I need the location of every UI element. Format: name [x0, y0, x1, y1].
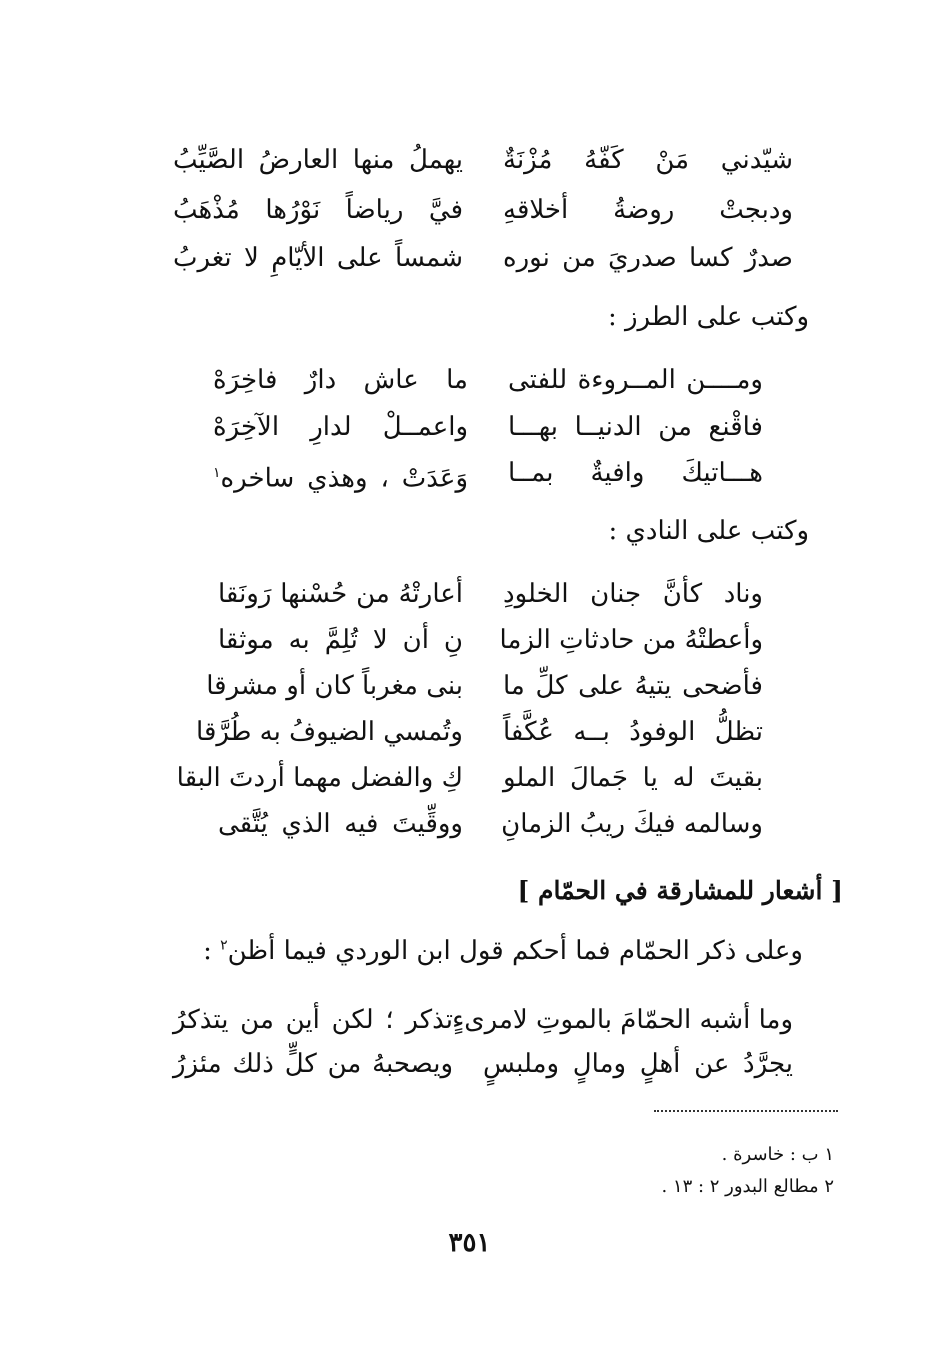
- second-hemistich: ووقِّيتَ فيه الذي يُتَّقى: [218, 809, 463, 839]
- first-hemistich: وأعطتْهُ من حادثاتِ الزما: [499, 625, 763, 655]
- verse-line: [218, 804, 763, 844]
- second-hemistich: واعمــلْ لدارِ الآخِرَهْ: [213, 412, 468, 442]
- intro-body: وعلى ذكر الحمّام فما أحكم قول ابن الوردي فيما أظن: [227, 936, 803, 966]
- footnote-separator: [654, 1110, 838, 1112]
- verse-line: [218, 574, 763, 614]
- section-heading: وكتب على النادي :: [608, 516, 809, 546]
- hemistich-text: وَعَدَتْ ، وهذي ساخره: [220, 463, 468, 494]
- second-hemistich: فيَّ رياضاً نَوْرُها مُذْهَبُ: [173, 195, 463, 225]
- first-hemistich: فأضحى يتيهُ على كلِّ ما: [503, 671, 763, 701]
- page-number: ٣٥١: [448, 1228, 491, 1258]
- verse-line: [173, 238, 793, 278]
- second-hemistich: [213, 453, 468, 493]
- first-hemistich: فاقْنع من الدنيــا بهـــا: [508, 412, 763, 442]
- footnote: ١ ب : خاسرة .: [721, 1144, 834, 1165]
- intro-text: [203, 936, 803, 966]
- second-hemistich: ما عاش دارٌ فاخِرَهْ: [213, 365, 468, 395]
- footnote-ref: ١: [213, 465, 221, 481]
- footnote: ٢ مطالع البدور ٢ : ١٣ .: [661, 1176, 834, 1197]
- second-hemistich: تذكر ؛ لكن أين من يتذكرُ: [173, 1005, 453, 1035]
- first-hemistich: تظلُّ الوفودُ بــه عُكَّفاً: [503, 717, 763, 747]
- second-hemistich: وتُمسي الضيوفُ به طُرَّقا: [196, 717, 463, 747]
- first-hemistich: يجرَّدُ عن أهلٍ ومالٍ وملبسٍ: [483, 1049, 793, 1079]
- verse-line: [213, 360, 763, 400]
- first-hemistich: هـــاتيكَ وافيةٌ بمــا: [508, 458, 763, 488]
- verse-line: [173, 140, 793, 180]
- first-hemistich: شيّدني مَنْ كَفّهُ مُزْنَةٌ: [503, 145, 793, 175]
- second-hemistich: نِ أن لا تُلِمَّ به موثقا: [218, 625, 463, 655]
- verse-line: [176, 758, 763, 798]
- first-hemistich: صدرٌ كسا صدريَ من نوره: [503, 243, 793, 273]
- verse-line: [218, 620, 763, 660]
- first-hemistich: ودبجتْ روضةُ أخلاقهِ: [503, 195, 793, 225]
- verse-line: [213, 407, 763, 447]
- section-heading: وكتب على الطرز :: [607, 302, 809, 332]
- first-hemistich: وسالمه فيكَ ريبُ الزمانِ: [501, 809, 763, 839]
- verse-line: [213, 453, 763, 493]
- section-title: [ أشعار للمشارقة في الحمّام ]: [517, 876, 843, 905]
- second-hemistich: يهملُ منها العارضُ الصَّيِّبُ: [173, 145, 463, 175]
- second-hemistich: أعارتْهُ من حُسْنها رَونَقا: [218, 579, 463, 609]
- second-hemistich: شمساً على الأيّامِ لا تغربُ: [173, 243, 463, 273]
- intro-end: :: [203, 936, 221, 966]
- second-hemistich: كِ والفضل مهما أردتَ البقا: [176, 763, 463, 793]
- second-hemistich: بنى مغرباً كان أو مشرقا: [206, 671, 463, 701]
- verse-line: [173, 1044, 793, 1084]
- first-hemistich: بقيتَ له يا جَمالَ الملو: [503, 763, 763, 793]
- verse-line: [206, 666, 763, 706]
- footnote-ref: ٢: [220, 937, 228, 954]
- first-hemistich: وما أشبه الحمّامَ بالموتِ لامرىءٍ: [452, 1005, 793, 1035]
- second-hemistich: ويصحبهُ من كلٍّ ذلك مئزرُ: [173, 1049, 453, 1079]
- first-hemistich: ومــــن المــروءة للفتى: [508, 365, 763, 395]
- verse-line: [173, 1000, 793, 1040]
- verse-line: [196, 712, 763, 752]
- verse-line: [173, 190, 793, 230]
- first-hemistich: وناد كأنَّ جنان الخلودِ: [503, 579, 763, 609]
